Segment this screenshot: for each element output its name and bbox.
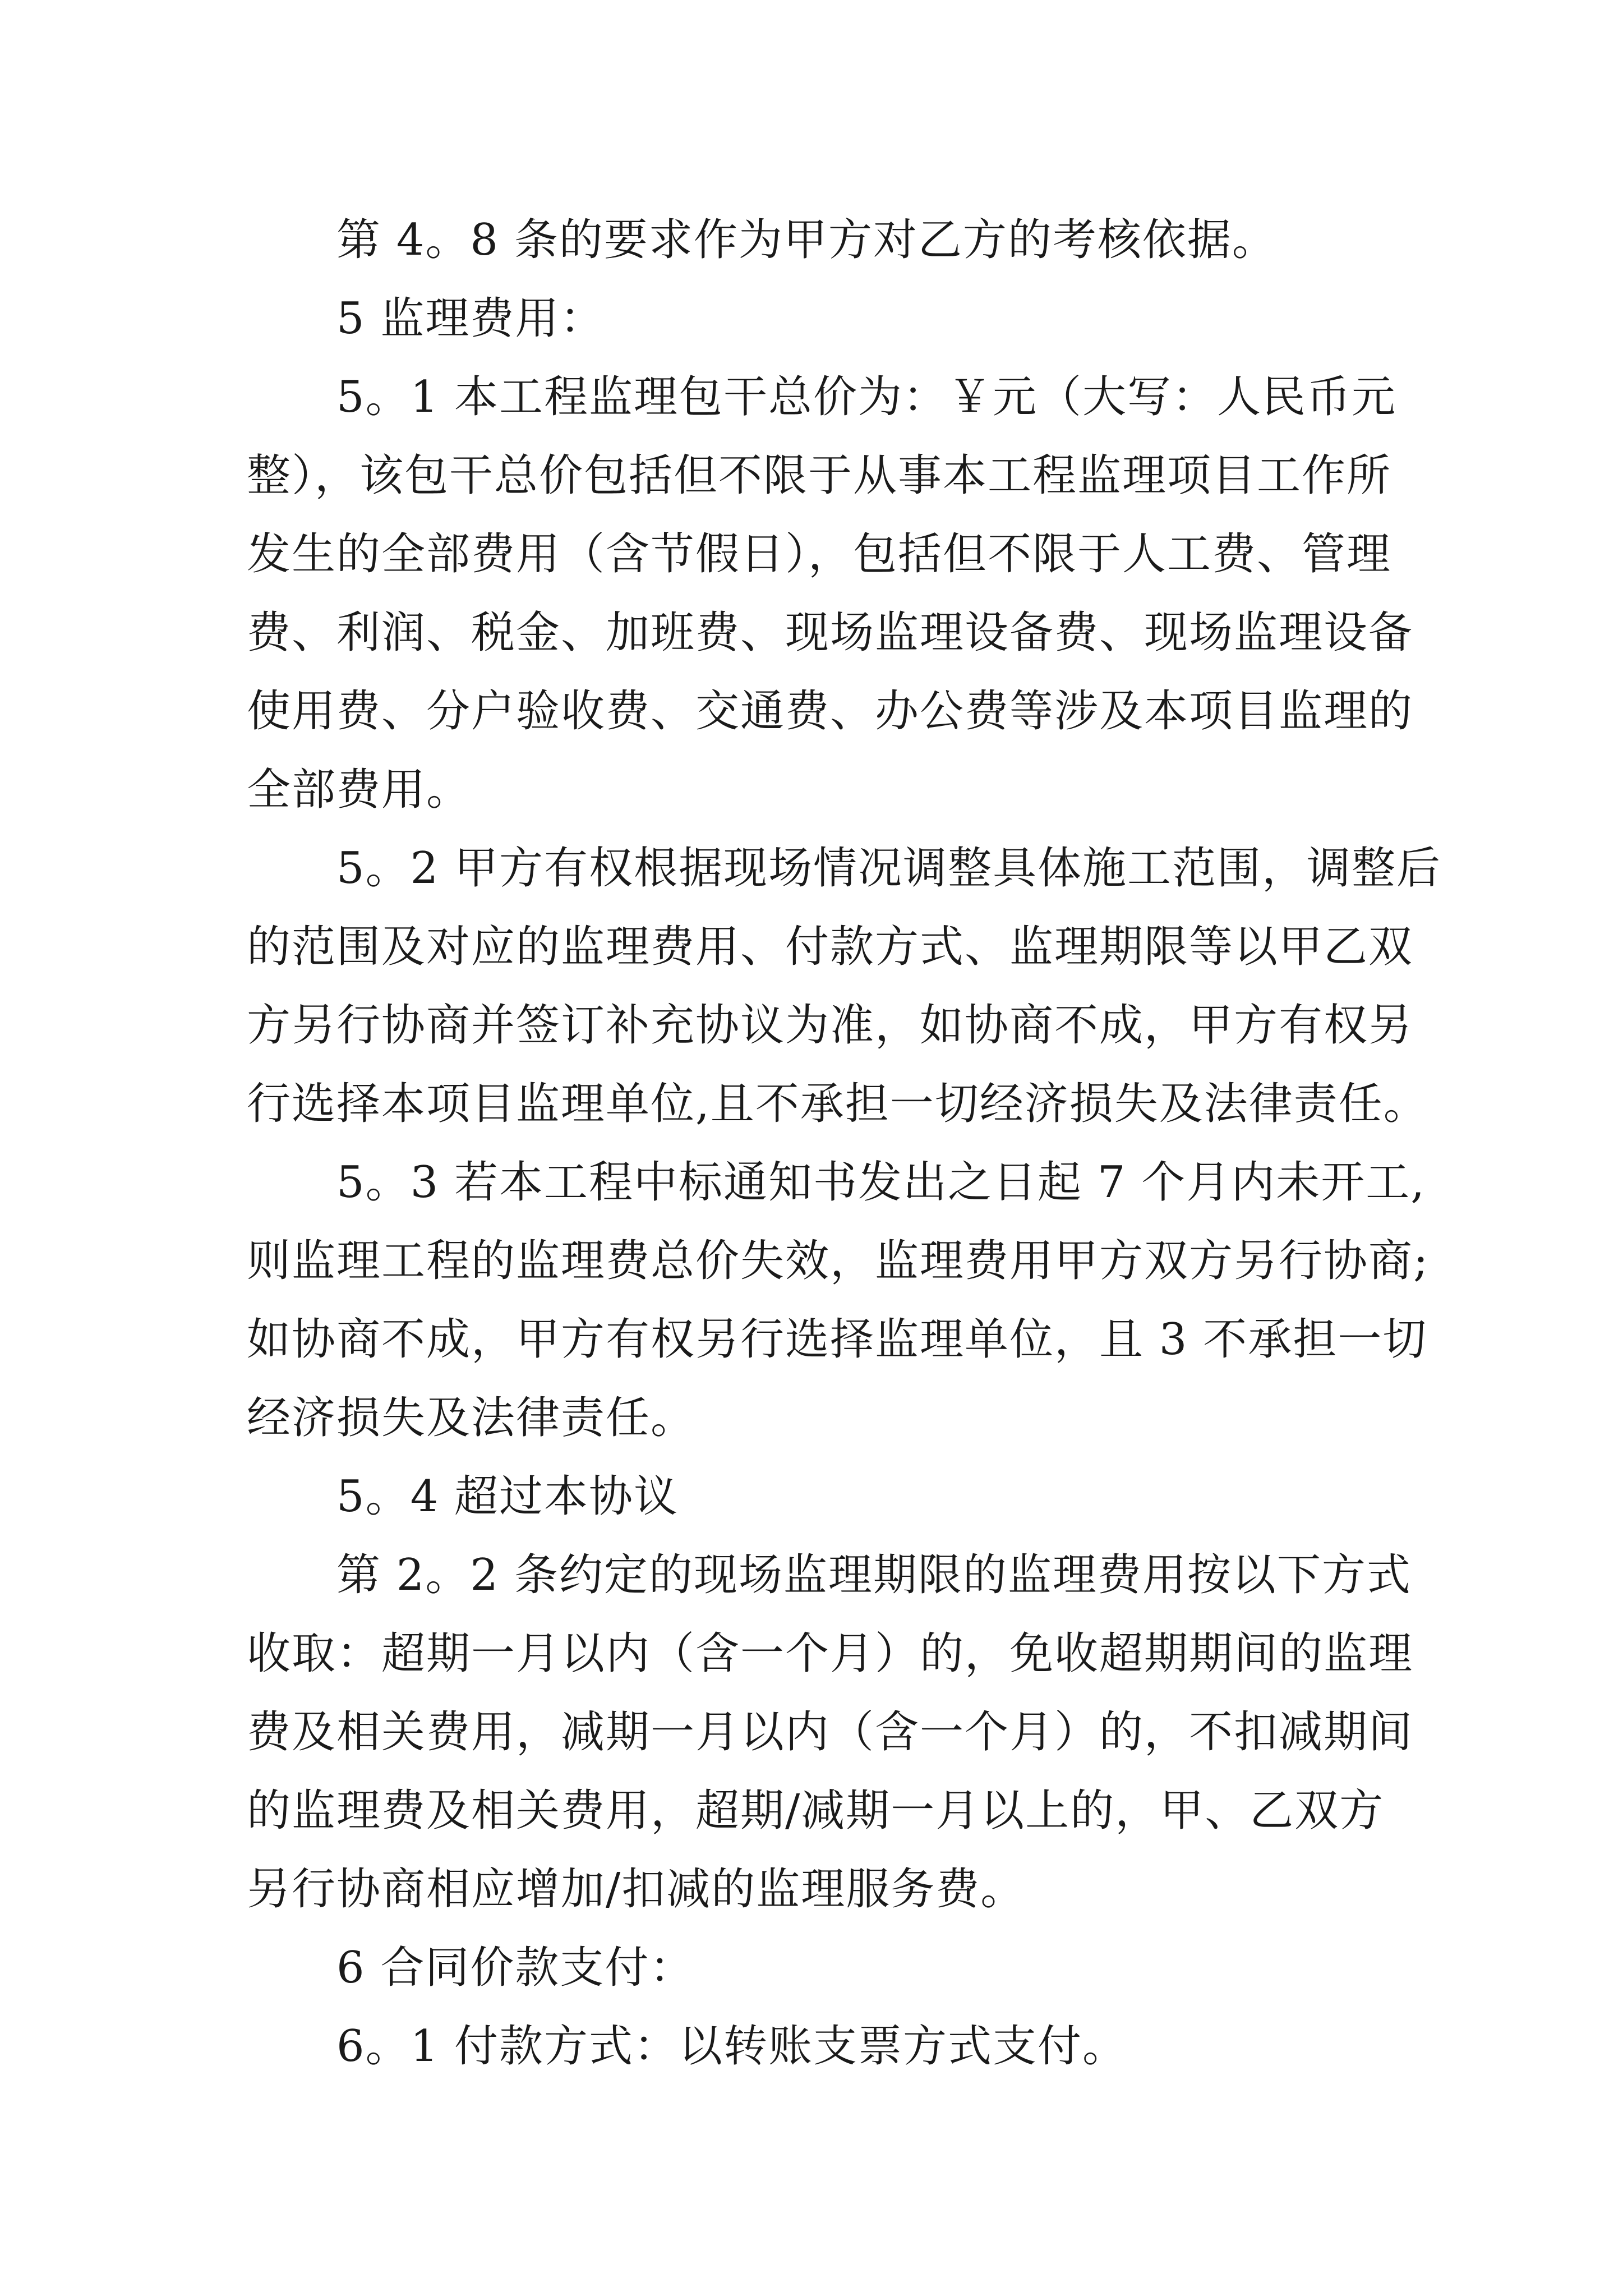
text-line: 5。1 本工程监理包干总价为：￥元（大写：人民币元	[336, 372, 1397, 422]
text-line: 的监理费及相关费用，超期/减期一月以上的，甲、乙双方	[247, 1786, 1385, 1836]
text-line: 另行协商相应增加/扣减的监理服务费。	[247, 1864, 1026, 1915]
text-line: 使用费、分户验收费、交通费、办公费等涉及本项目监理的	[247, 686, 1414, 737]
text-line: 第 4。8 条的要求作为甲方对乙方的考核依据。	[336, 215, 1277, 265]
text-line: 发生的全部费用（含节假日），包括但不限于人工费、管理	[247, 529, 1392, 579]
text-line: 收取：超期一月以内（含一个月）的，免收超期期间的监理	[247, 1628, 1414, 1679]
text-line: 的范围及对应的监理费用、付款方式、监理期限等以甲乙双	[247, 922, 1414, 972]
text-line: 第 2。2 条约定的现场监理期限的监理费用按以下方式	[336, 1550, 1412, 1600]
text-line: 整），该包干总价包括但不限于从事本工程监理项目工作所	[247, 450, 1392, 501]
text-line: 经济损失及法律责任。	[247, 1393, 696, 1443]
text-line: 5。2 甲方有权根据现场情况调整具体施工范围，调整后	[336, 843, 1442, 894]
text-line: 如协商不成，甲方有权另行选择监理单位，且 3 不承担一切	[247, 1314, 1428, 1365]
text-line: 行选择本项目监理单位,且不承担一切经济损失及法律责任。	[247, 1079, 1428, 1129]
text-line: 5。3 若本工程中标通知书发出之日起 7 个月内未开工,	[336, 1157, 1426, 1208]
text-line: 费及相关费用，减期一月以内（含一个月）的，不扣减期间	[247, 1707, 1414, 1757]
text-line: 5。4 超过本协议	[336, 1471, 679, 1522]
text-line: 6。1 付款方式：以转账支票方式支付。	[336, 2021, 1128, 2072]
text-line: 全部费用。	[247, 765, 472, 815]
section-heading: 6 合同价款支付：	[336, 1943, 695, 1993]
text-line: 则监理工程的监理费总价失效，监理费用甲方双方另行协商;	[247, 1236, 1430, 1286]
text-line: 费、利润、税金、加班费、现场监理设备费、现场监理设备	[247, 608, 1414, 658]
text-line: 方另行协商并签订补充协议为准，如协商不成，甲方有权另	[247, 1000, 1414, 1051]
section-heading: 5 监理费用：	[336, 293, 605, 344]
